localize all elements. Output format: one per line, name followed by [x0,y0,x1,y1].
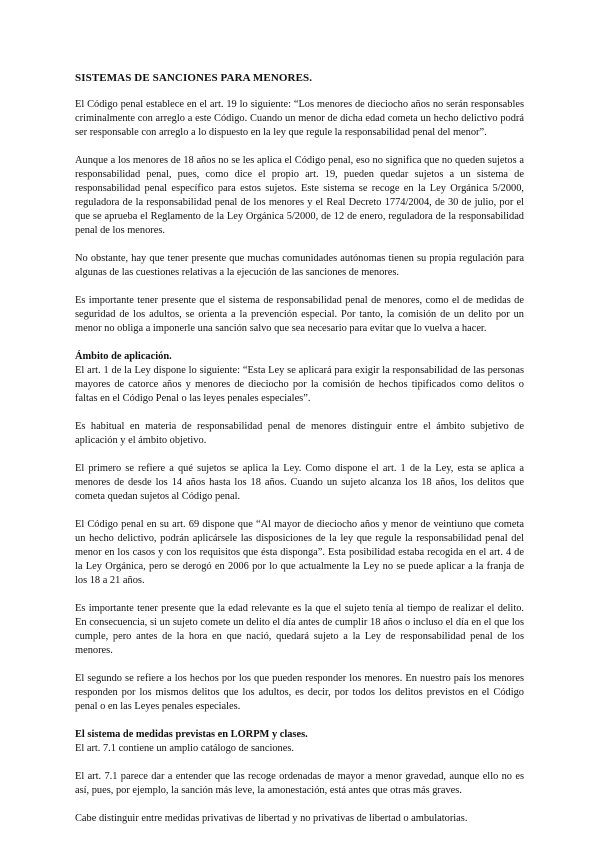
paragraph-intro-3: No obstante, hay que tener presente que muchas comunidades autónomas tienen su propia regulación para algunas de las cuestiones relativas a la ejecución de las sanciones de menores. [75,253,524,278]
paragraph-ambito-2: Es habitual en materia de responsabilidad penal de menores distinguir entre el ámbito subjetivo de aplicación y el ámbito objetivo. [75,421,524,446]
paragraph-ambito-1: El art. 1 de la Ley dispone lo siguiente: “Esta Ley se aplicará para exigir la responsabilidad de las personas mayores de catorce años y menores de dieciocho por la comisión de hechos tipificados como delitos o faltas en el Código Penal o las leyes penales especiales”. [75,365,524,404]
section-heading-ambito: Ámbito de aplicación. [75,351,172,362]
paragraph-medidas-3: Cabe distinguir entre medidas privativas de libertad y no privativas de libertad o ambulatorias. [75,813,468,824]
paragraph-intro-2: Aunque a los menores de 18 años no se les aplica el Código penal, eso no significa que no queden sujetos a responsabilidad penal, pues, como dice el propio art. 19, pueden quedar sujetos a un sistema de responsabilidad penal específico para estos sujetos. Este sistema se recoge en la Ley Orgánica 5/2000, reguladora de la responsabilidad penal de los menores y el Real Decreto 1774/2004, de 30 de julio, por el que se aprueba el Reglamento de la Ley Orgánica 5/2000, de 12 de enero, reguladora de la responsabilidad penal de los menores. [75,155,524,236]
paragraph-medidas-1: El art. 7.1 contiene un amplio catálogo de sanciones. [75,743,294,754]
paragraph-ambito-5: Es importante tener presente que la edad relevante es la que el sujeto tenía al tiempo de realizar el delito. En consecuencia, si un sujeto comete un delito el día antes de cumplir 18 años o incluso el día en el que los cumple, pero antes de la hora en que nació, quedará sujeto a la Ley de responsabilidad penal de los menores. [75,603,524,656]
section-heading-medidas: El sistema de medidas previstas en LORPM y clases. [75,729,308,740]
paragraph-intro-4: Es importante tener presente que el sistema de responsabilidad penal de menores, como el de medidas de seguridad de los adultos, se orienta a la prevención especial. Por tanto, la comisión de un delito por un menor no obliga a imponerle una sanción salvo que sea necesario para evitar que lo vuelva a hacer. [75,295,524,334]
paragraph-medidas-2: El art. 7.1 parece dar a entender que las recoge ordenadas de mayor a menor gravedad, aunque ello no es así, pues, por ejemplo, la sanción más leve, la amonestación, está antes que otras más graves. [75,771,524,796]
paragraph-ambito-4: El Código penal en su art. 69 dispone que “Al mayor de dieciocho años y menor de veintiuno que cometa un hecho delictivo, podrán aplicársele las disposiciones de la ley que regule la responsabilidad penal del menor en los casos y con los requisitos que ésta disponga”. Esta posibilidad estaba recogida en el art. 4 de la Ley Orgánica, pero se derogó en 2006 por lo que actualmente la Ley no se puede aplicar a la franja de los 18 a 21 años. [75,519,524,586]
paragraph-ambito-3: El primero se refiere a qué sujetos se aplica la Ley. Como dispone el art. 1 de la Ley, esta se aplica a menores de desde los 14 años hasta los 18 años. Cuando un sujeto alcanza los 18 años, los delitos que cometa quedan sujetos al Código penal. [75,463,524,502]
document-title: SISTEMAS DE SANCIONES PARA MENORES. [75,72,313,84]
paragraph-intro-1: El Código penal establece en el art. 19 lo siguiente: “Los menores de dieciocho años no serán responsables criminalmente con arreglo a este Código. Cuando un menor de dicha edad cometa un hecho delictivo podrá ser responsable con arreglo a lo dispuesto en la ley que regule la responsabilidad penal del menor”. [75,99,524,138]
paragraph-ambito-6: El segundo se refiere a los hechos por los que pueden responder los menores. En nuestro país los menores responden por los mismos delitos que los adultos, es decir, por todos los delitos previstos en el Código penal o en las Leyes penales especiales. [75,673,524,712]
